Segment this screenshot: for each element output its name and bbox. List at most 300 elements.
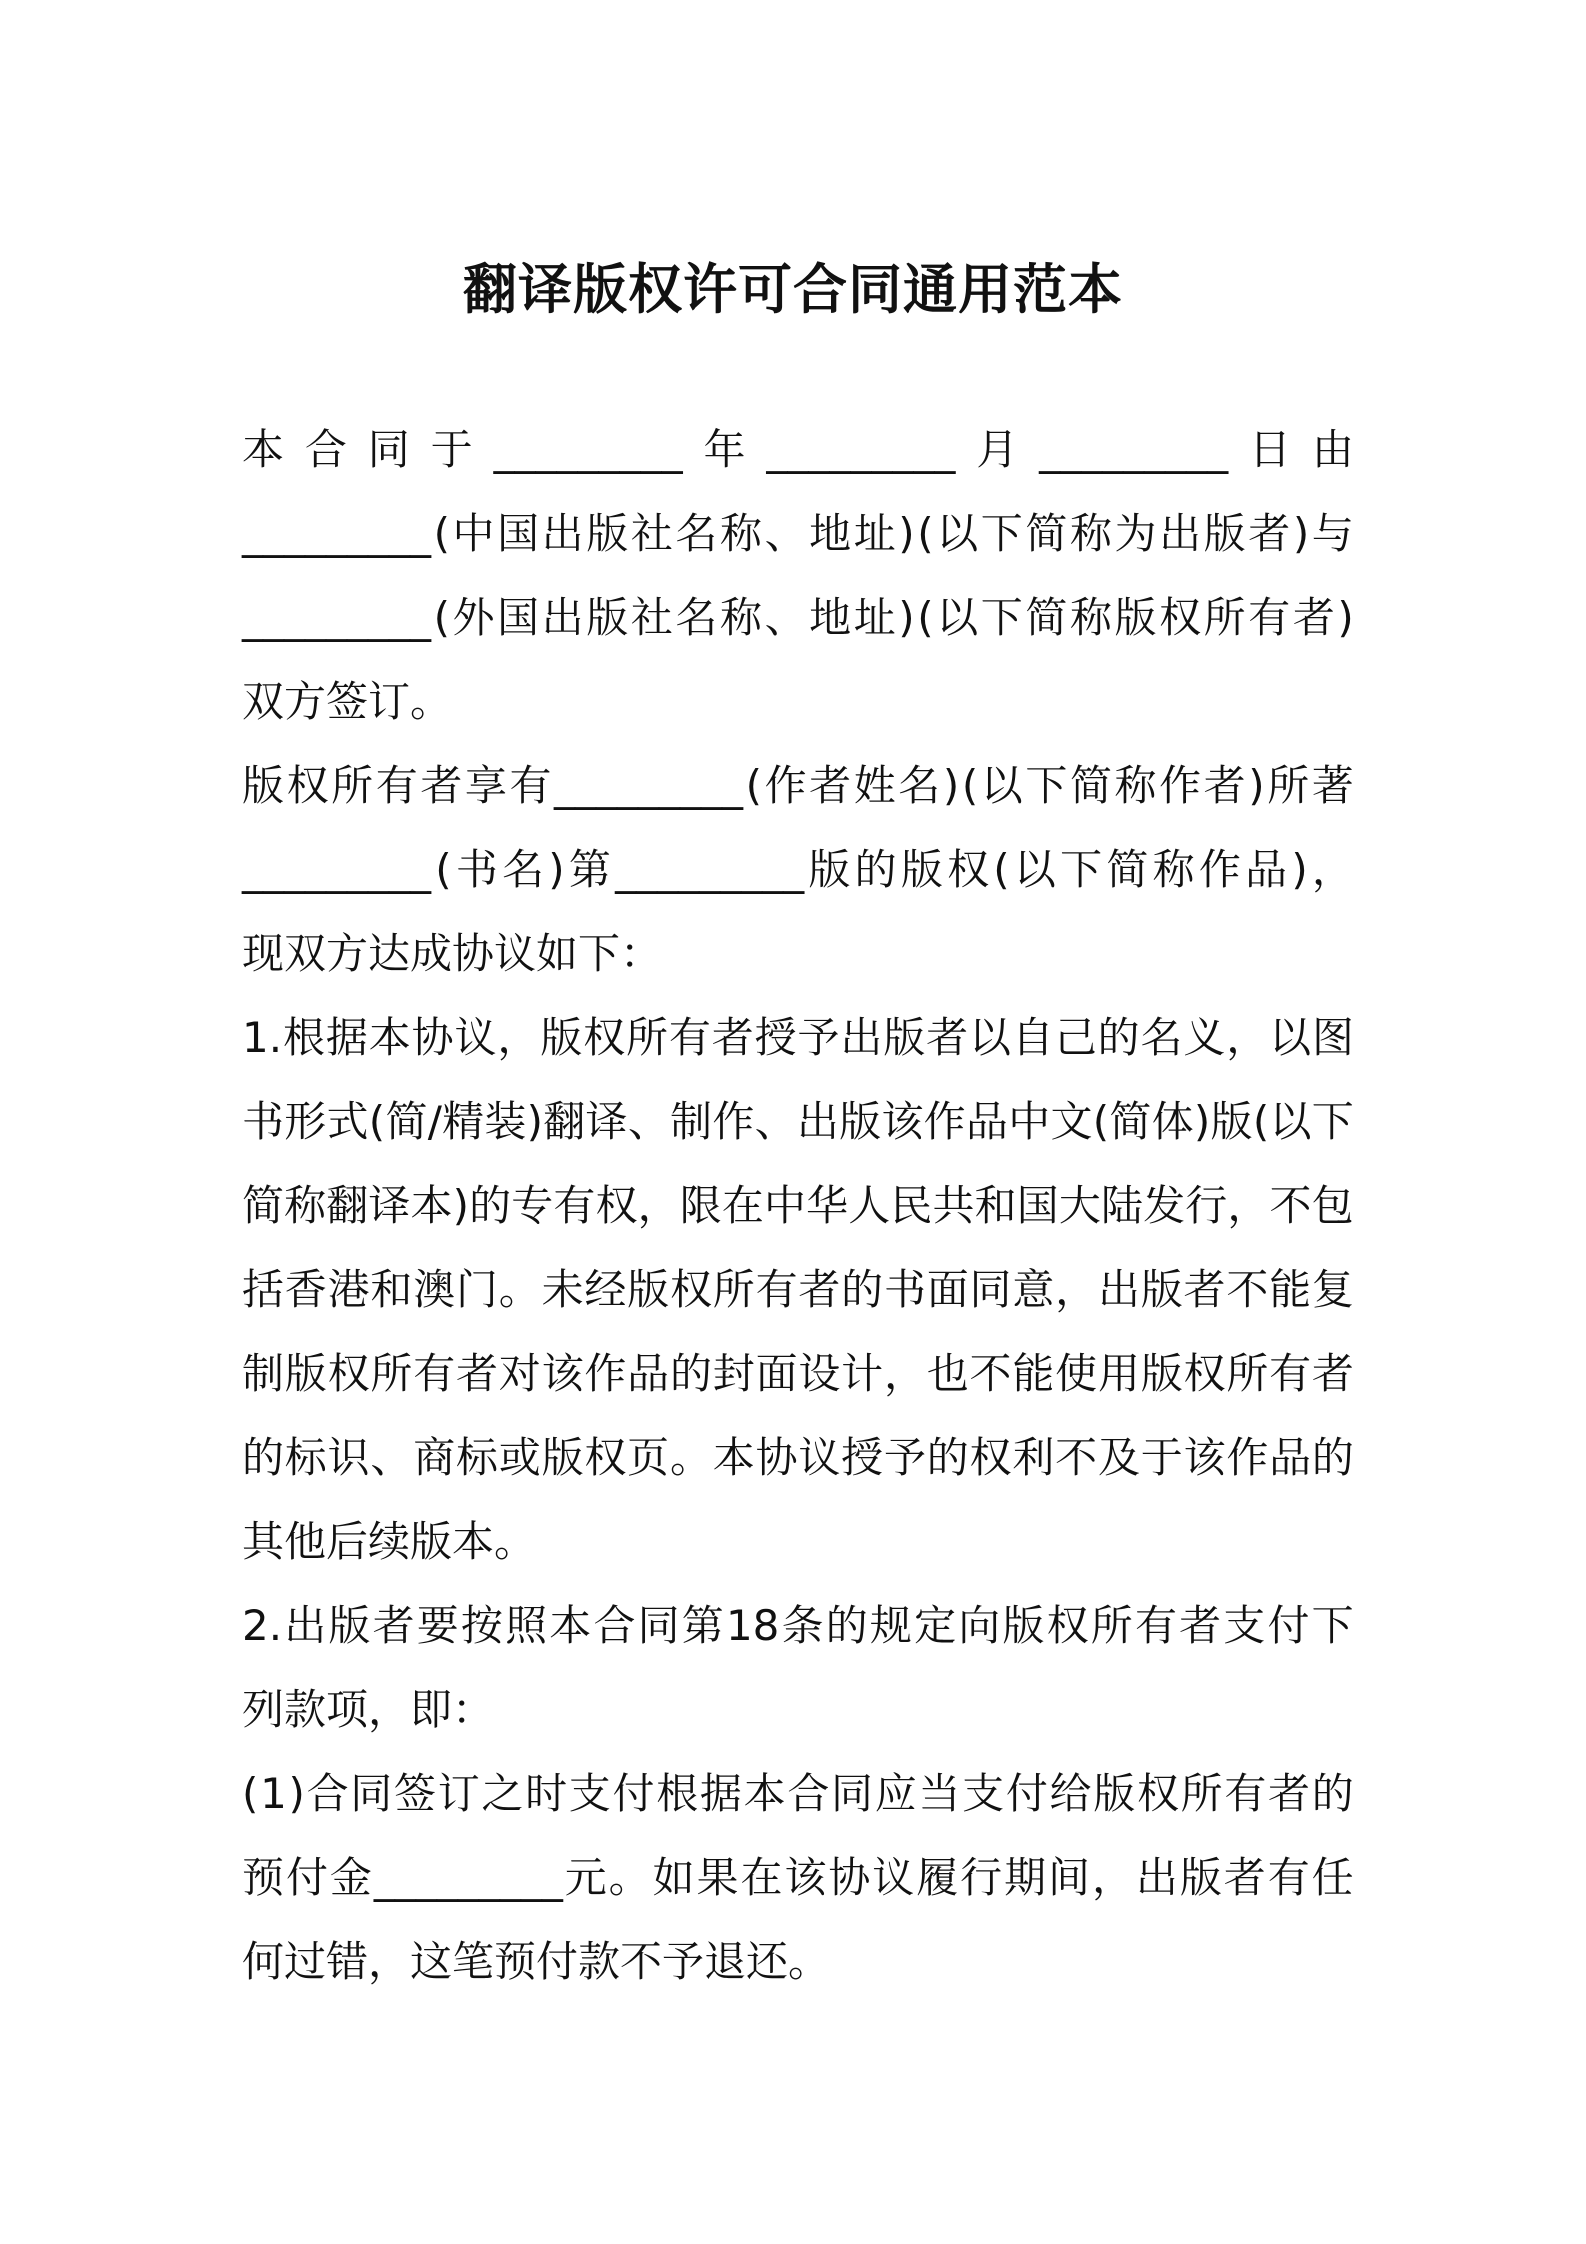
text-glyph: 称 xyxy=(719,593,762,642)
text-glyph: 版 xyxy=(284,1349,327,1398)
text-glyph: 所 xyxy=(1267,761,1310,810)
text-glyph: 版 xyxy=(328,1601,371,1650)
text-glyph: 本 xyxy=(743,1769,786,1818)
text-glyph: 精 xyxy=(442,1097,485,1146)
text-glyph: 间 xyxy=(1048,1853,1091,1902)
text-glyph: 义 xyxy=(1183,1013,1226,1062)
text-glyph: 授 xyxy=(841,1433,884,1482)
text-glyph: 者 xyxy=(1223,1853,1266,1902)
text-glyph: 予 xyxy=(883,1433,926,1482)
text-glyph: 版 xyxy=(1210,1097,1253,1146)
text-glyph: 下 xyxy=(1025,761,1068,810)
text-line xyxy=(242,408,1354,492)
text-glyph: 者 xyxy=(1248,509,1291,558)
text-glyph: 权 xyxy=(1159,593,1202,642)
text-glyph: ) xyxy=(526,1097,544,1146)
text-glyph: 权 xyxy=(669,1265,712,1314)
text-glyph: ， xyxy=(1055,1265,1098,1314)
text-glyph: 版 xyxy=(1140,1265,1183,1314)
text-glyph: 者 xyxy=(798,1265,841,1314)
text-glyph: 者 xyxy=(372,1601,415,1650)
text-glyph: ( xyxy=(917,593,934,642)
text-glyph: 在 xyxy=(740,1853,783,1902)
text-glyph: ( xyxy=(1092,1097,1110,1146)
text-glyph: 版 xyxy=(586,593,629,642)
text-glyph: ， xyxy=(1226,1013,1269,1062)
text-glyph: 果 xyxy=(696,1853,739,1902)
text-glyph: 版 xyxy=(1179,1853,1222,1902)
text-glyph: 同 xyxy=(367,425,410,474)
text-glyph: 澳 xyxy=(413,1265,456,1314)
text-glyph: 计 xyxy=(841,1349,884,1398)
text-glyph: 名 xyxy=(675,509,718,558)
text-line: 列款项，即： xyxy=(242,1685,495,1734)
text-glyph: 体 xyxy=(1151,1097,1194,1146)
text-glyph: 第 xyxy=(568,845,611,894)
text-glyph: _________ xyxy=(242,593,431,642)
text-line xyxy=(242,576,1354,660)
text-glyph: 或 xyxy=(498,1433,541,1482)
text-glyph: 出 xyxy=(284,1601,327,1650)
text-glyph: 议 xyxy=(454,1013,497,1062)
text-glyph: 同 xyxy=(637,1601,680,1650)
text-glyph: 简 xyxy=(1069,761,1112,810)
text-glyph: 书 xyxy=(455,845,498,894)
text-glyph: 对 xyxy=(498,1349,541,1398)
text-glyph: 利 xyxy=(1012,1433,1055,1482)
text-glyph: 2. xyxy=(242,1601,283,1650)
text-glyph: 版 xyxy=(1114,593,1157,642)
text-glyph: 所 xyxy=(370,1349,413,1398)
text-glyph: 不 xyxy=(1269,1181,1312,1230)
text-glyph: ) xyxy=(898,593,915,642)
text-glyph: 制 xyxy=(670,1097,713,1146)
text-glyph: 未 xyxy=(541,1265,584,1314)
text-glyph: 封 xyxy=(712,1349,755,1398)
text-glyph: 有 xyxy=(1134,1601,1177,1650)
text-glyph: 元 xyxy=(564,1853,607,1902)
text-glyph: 图 xyxy=(1311,1013,1354,1062)
text-glyph: 行 xyxy=(1185,1181,1228,1230)
text-glyph: 付 xyxy=(1005,1769,1048,1818)
text-glyph: 合 xyxy=(787,1769,830,1818)
text-glyph: 版 xyxy=(540,1013,583,1062)
text-glyph: 该 xyxy=(541,1349,584,1398)
text-glyph: 签 xyxy=(393,1769,436,1818)
text-glyph: 译 xyxy=(368,1181,411,1230)
text-glyph: 和 xyxy=(370,1265,413,1314)
text-glyph: 、 xyxy=(627,1097,670,1146)
text-glyph: 包 xyxy=(1311,1181,1354,1230)
text-glyph: 权 xyxy=(1183,1349,1226,1398)
text-glyph: 版 xyxy=(627,1265,670,1314)
text-glyph: 作 xyxy=(1226,1433,1269,1482)
text-glyph: 该 xyxy=(1183,1433,1226,1482)
text-glyph: 国 xyxy=(497,509,540,558)
text-glyph: _________ xyxy=(373,1853,563,1902)
text-glyph: 国 xyxy=(1016,1181,1059,1230)
text-glyph: 者 xyxy=(1268,1769,1311,1818)
text-glyph: 权 xyxy=(327,1349,370,1398)
text-glyph: 人 xyxy=(848,1181,891,1230)
text-glyph: 出 xyxy=(840,1013,883,1062)
text-glyph: 订 xyxy=(437,1769,480,1818)
text-glyph: 本 xyxy=(368,1013,411,1062)
text-glyph: 合 xyxy=(304,425,347,474)
text-glyph: 据 xyxy=(325,1013,368,1062)
document-title: 翻译版权许可合同通用范本 xyxy=(463,258,1123,321)
text-glyph: 简 xyxy=(242,1181,285,1230)
text-glyph: 简 xyxy=(1106,845,1149,894)
text-glyph: ) xyxy=(1291,845,1308,894)
text-glyph: 称 xyxy=(1114,761,1157,810)
text-glyph: 发 xyxy=(1143,1181,1186,1230)
text-glyph: 本 xyxy=(242,425,285,474)
text-glyph: 作 xyxy=(764,761,807,810)
text-glyph: ， xyxy=(637,1181,680,1230)
text-glyph: 意 xyxy=(1012,1265,1055,1314)
text-glyph: 与 xyxy=(1311,509,1354,558)
text-glyph: 以 xyxy=(1013,845,1056,894)
text-glyph: 作 xyxy=(712,1097,755,1146)
text-glyph: ( xyxy=(368,1097,386,1146)
text-glyph: 面 xyxy=(926,1265,969,1314)
text-glyph: _________ xyxy=(1039,425,1229,474)
text-glyph: 照 xyxy=(505,1601,548,1650)
text-glyph: 权 xyxy=(584,1433,627,1482)
text-line xyxy=(242,1416,1354,1500)
text-glyph: 所 xyxy=(1203,593,1246,642)
text-glyph: 的 xyxy=(841,1265,884,1314)
text-glyph: 根 xyxy=(656,1769,699,1818)
text-glyph: 港 xyxy=(327,1265,370,1314)
text-line xyxy=(242,1164,1354,1248)
text-glyph: ， xyxy=(1311,845,1354,894)
text-glyph: 同 xyxy=(969,1265,1012,1314)
text-glyph: 权 xyxy=(595,1181,638,1230)
text-glyph: 该 xyxy=(881,1097,924,1146)
text-glyph: 能 xyxy=(1269,1265,1312,1314)
text-glyph: 大 xyxy=(1058,1181,1101,1230)
text-glyph: 所 xyxy=(331,761,374,810)
text-glyph: 不 xyxy=(1226,1265,1269,1314)
text-glyph: 者 xyxy=(1311,1349,1354,1398)
text-glyph: 译 xyxy=(585,1097,628,1146)
text-line xyxy=(242,492,1354,576)
text-glyph: 者 xyxy=(711,1013,754,1062)
text-glyph: 形 xyxy=(284,1097,327,1146)
text-glyph: 简 xyxy=(385,1097,428,1146)
text-glyph: 翻 xyxy=(326,1181,369,1230)
text-glyph: 任 xyxy=(1311,1853,1354,1902)
text-glyph: 有 xyxy=(1248,593,1291,642)
text-glyph: 装 xyxy=(484,1097,527,1146)
text-glyph: 付 xyxy=(612,1769,655,1818)
text-glyph: 本 xyxy=(712,1433,755,1482)
text-glyph: ) xyxy=(452,1181,470,1230)
text-glyph: / xyxy=(427,1097,442,1146)
text-glyph: 香 xyxy=(284,1265,327,1314)
text-glyph: 民 xyxy=(890,1181,933,1230)
text-glyph: 协 xyxy=(411,1013,454,1062)
text-glyph: 版 xyxy=(242,761,285,810)
text-line xyxy=(242,1080,1354,1164)
text-glyph: 1. xyxy=(242,1013,283,1062)
text-glyph: 页 xyxy=(627,1433,670,1482)
text-glyph: 门 xyxy=(455,1265,498,1314)
text-glyph: 根 xyxy=(282,1013,325,1062)
text-glyph: 授 xyxy=(754,1013,797,1062)
text-line xyxy=(242,1836,1354,1920)
text-glyph: 18 xyxy=(725,1601,780,1650)
text-glyph: 简 xyxy=(1025,509,1068,558)
text-glyph: 第 xyxy=(681,1601,724,1650)
text-line: 双方签订。 xyxy=(242,677,453,726)
text-glyph: 版 xyxy=(1093,1769,1136,1818)
text-glyph: 条 xyxy=(781,1601,824,1650)
text-glyph: 式 xyxy=(326,1097,369,1146)
text-glyph: 简 xyxy=(1025,593,1068,642)
text-glyph: 下 xyxy=(980,593,1023,642)
text-glyph: ， xyxy=(1227,1181,1270,1230)
text-line xyxy=(242,1248,1354,1332)
text-glyph: 的 xyxy=(469,1181,512,1230)
text-glyph: _________ xyxy=(615,845,805,894)
text-glyph: 版 xyxy=(883,1013,926,1062)
text-glyph: 的 xyxy=(669,1349,712,1398)
text-glyph: 的 xyxy=(854,845,897,894)
text-glyph: 出 xyxy=(1097,1265,1140,1314)
text-line xyxy=(242,996,1354,1080)
text-glyph: 经 xyxy=(584,1265,627,1314)
text-glyph: 著 xyxy=(1311,761,1354,810)
text-glyph: 称 xyxy=(1069,509,1112,558)
text-glyph: 也 xyxy=(926,1349,969,1398)
text-glyph: 予 xyxy=(797,1013,840,1062)
text-glyph: 版 xyxy=(900,845,943,894)
text-glyph: ) xyxy=(1248,761,1265,810)
text-glyph: 以 xyxy=(1269,1097,1312,1146)
text-glyph: 括 xyxy=(242,1265,285,1314)
text-glyph: 者 xyxy=(1203,761,1246,810)
text-glyph: ， xyxy=(497,1013,540,1062)
text-glyph: ( xyxy=(242,1769,259,1818)
text-glyph: 称 xyxy=(1069,593,1112,642)
text-glyph: 不 xyxy=(1055,1433,1098,1482)
text-glyph: 月 xyxy=(976,425,1019,474)
text-glyph: 所 xyxy=(1180,1769,1223,1818)
text-glyph: 称 xyxy=(719,509,762,558)
text-glyph: 品 xyxy=(1245,845,1288,894)
text-glyph: 合 xyxy=(593,1601,636,1650)
text-glyph: _________ xyxy=(493,425,683,474)
text-glyph: 作 xyxy=(584,1349,627,1398)
text-glyph: 华 xyxy=(806,1181,849,1230)
text-glyph: 。 xyxy=(669,1433,712,1482)
text-glyph: ， xyxy=(1091,1853,1134,1902)
text-glyph: ( xyxy=(961,761,979,810)
text-glyph: 权 xyxy=(1046,1601,1089,1650)
text-glyph: 有 xyxy=(1224,1769,1267,1818)
text-glyph: ( xyxy=(745,761,762,810)
text-glyph: 版 xyxy=(1140,1349,1183,1398)
text-glyph: _________ xyxy=(242,509,431,558)
text-glyph: 识 xyxy=(327,1433,370,1482)
text-glyph: 权 xyxy=(286,761,329,810)
text-glyph: 自 xyxy=(1011,1013,1054,1062)
text-glyph: 用 xyxy=(1097,1349,1140,1398)
text-glyph: 者 xyxy=(1292,593,1335,642)
text-glyph: 版 xyxy=(1203,509,1246,558)
text-glyph: 有 xyxy=(509,761,552,810)
text-glyph: 作 xyxy=(1198,845,1241,894)
text-glyph: 外 xyxy=(452,593,495,642)
text-glyph: 名 xyxy=(898,761,941,810)
text-glyph: 的 xyxy=(242,1433,285,1482)
text-glyph: 有 xyxy=(1269,1349,1312,1398)
text-glyph: 的 xyxy=(1097,1013,1140,1062)
text-glyph: ( xyxy=(433,509,450,558)
text-glyph: 如 xyxy=(652,1853,695,1902)
text-glyph: 为 xyxy=(1114,509,1157,558)
text-glyph: 的 xyxy=(1311,1433,1354,1482)
text-glyph: 、 xyxy=(370,1433,413,1482)
text-glyph: 专 xyxy=(511,1181,554,1230)
text-glyph: 同 xyxy=(350,1769,393,1818)
text-glyph: 、 xyxy=(764,593,807,642)
text-glyph: 称 xyxy=(284,1181,327,1230)
text-glyph: 有 xyxy=(755,1265,798,1314)
text-glyph: 版 xyxy=(586,509,629,558)
text-glyph: 行 xyxy=(960,1853,1003,1902)
text-glyph: ) xyxy=(288,1769,305,1818)
text-glyph: 者 xyxy=(809,761,852,810)
text-glyph: 翻 xyxy=(543,1097,586,1146)
text-glyph: 所 xyxy=(1090,1601,1133,1650)
text-glyph: 时 xyxy=(525,1769,568,1818)
text-glyph: 所 xyxy=(712,1265,755,1314)
text-glyph: 于 xyxy=(430,425,473,474)
text-glyph: 称 xyxy=(1152,845,1195,894)
text-glyph: ) xyxy=(1193,1097,1211,1146)
text-glyph: 社 xyxy=(630,509,673,558)
text-glyph: 议 xyxy=(872,1853,915,1902)
text-glyph: 履 xyxy=(916,1853,959,1902)
text-glyph: 、 xyxy=(764,509,807,558)
text-glyph: 的 xyxy=(825,1601,868,1650)
text-glyph: 付 xyxy=(285,1853,328,1902)
text-glyph: 品 xyxy=(627,1349,670,1398)
text-glyph: 预 xyxy=(242,1853,285,1902)
text-glyph: 者 xyxy=(420,761,463,810)
text-glyph: 以 xyxy=(968,1013,1011,1062)
text-glyph: 1 xyxy=(260,1769,287,1818)
text-glyph: 社 xyxy=(630,593,673,642)
text-glyph: 者 xyxy=(1183,1265,1226,1314)
text-line xyxy=(242,1752,1354,1836)
text-glyph: 规 xyxy=(869,1601,912,1650)
text-glyph: 本 xyxy=(549,1601,592,1650)
text-glyph: ( xyxy=(993,845,1010,894)
text-glyph: 限 xyxy=(679,1181,722,1230)
text-glyph: 者 xyxy=(926,1013,969,1062)
text-glyph: 支 xyxy=(962,1769,1005,1818)
text-glyph: 享 xyxy=(464,761,507,810)
text-glyph: 同 xyxy=(831,1769,874,1818)
text-glyph: 下 xyxy=(1311,1097,1354,1146)
text-glyph: 应 xyxy=(874,1769,917,1818)
text-glyph: 出 xyxy=(541,593,584,642)
text-glyph: 面 xyxy=(755,1349,798,1398)
text-glyph: 国 xyxy=(497,593,540,642)
text-glyph: 作 xyxy=(1159,761,1202,810)
text-glyph: 版 xyxy=(541,1433,584,1482)
text-glyph: 有 xyxy=(553,1181,596,1230)
text-glyph: 付 xyxy=(1267,1601,1310,1650)
text-glyph: 给 xyxy=(1049,1769,1092,1818)
text-glyph: 、 xyxy=(754,1097,797,1146)
text-glyph: 支 xyxy=(1223,1601,1266,1650)
text-glyph: 下 xyxy=(1311,1601,1354,1650)
text-glyph: 能 xyxy=(1012,1349,1055,1398)
text-glyph: _________ xyxy=(242,845,431,894)
text-glyph: 年 xyxy=(703,425,746,474)
text-glyph: 以 xyxy=(936,509,979,558)
text-glyph: 按 xyxy=(460,1601,503,1650)
text-glyph: 出 xyxy=(541,509,584,558)
text-line xyxy=(242,828,1354,912)
text-glyph: 陆 xyxy=(1101,1181,1144,1230)
text-glyph: 地 xyxy=(809,509,852,558)
text-glyph: 议 xyxy=(798,1433,841,1482)
text-glyph: 在 xyxy=(721,1181,764,1230)
text-glyph: ， xyxy=(883,1349,926,1398)
text-glyph: 版 xyxy=(1002,1601,1045,1650)
text-glyph: 简 xyxy=(1109,1097,1152,1146)
text-glyph: 以 xyxy=(936,593,979,642)
text-glyph: 所 xyxy=(1226,1349,1269,1398)
text-glyph: 名 xyxy=(675,593,718,642)
text-glyph: 姓 xyxy=(853,761,896,810)
text-glyph: ) xyxy=(942,761,960,810)
text-glyph: 标 xyxy=(455,1433,498,1482)
text-glyph: 以 xyxy=(1269,1013,1312,1062)
text-glyph: 址 xyxy=(853,509,896,558)
text-glyph: 权 xyxy=(947,845,990,894)
text-glyph: ( xyxy=(435,845,452,894)
text-glyph: 名 xyxy=(502,845,545,894)
text-line xyxy=(242,1584,1354,1668)
text-glyph: 中 xyxy=(764,1181,807,1230)
text-glyph: 名 xyxy=(1140,1013,1183,1062)
text-glyph: 下 xyxy=(1060,845,1103,894)
text-glyph: 者 xyxy=(1179,1601,1222,1650)
text-glyph: 由 xyxy=(1311,425,1354,474)
text-glyph: 制 xyxy=(242,1349,285,1398)
text-glyph: ) xyxy=(1337,593,1354,642)
text-glyph: 据 xyxy=(699,1769,742,1818)
text-glyph: 版 xyxy=(839,1097,882,1146)
text-glyph: 。 xyxy=(608,1853,651,1902)
text-glyph: 该 xyxy=(784,1853,827,1902)
text-glyph: 定 xyxy=(914,1601,957,1650)
text-glyph: 本 xyxy=(410,1181,453,1230)
text-glyph: 协 xyxy=(755,1433,798,1482)
text-line: 其他后续版本。 xyxy=(242,1517,537,1566)
text-glyph: 有 xyxy=(1267,1853,1310,1902)
text-line: 现双方达成协议如下： xyxy=(242,929,663,978)
text-glyph: 于 xyxy=(1140,1433,1183,1482)
